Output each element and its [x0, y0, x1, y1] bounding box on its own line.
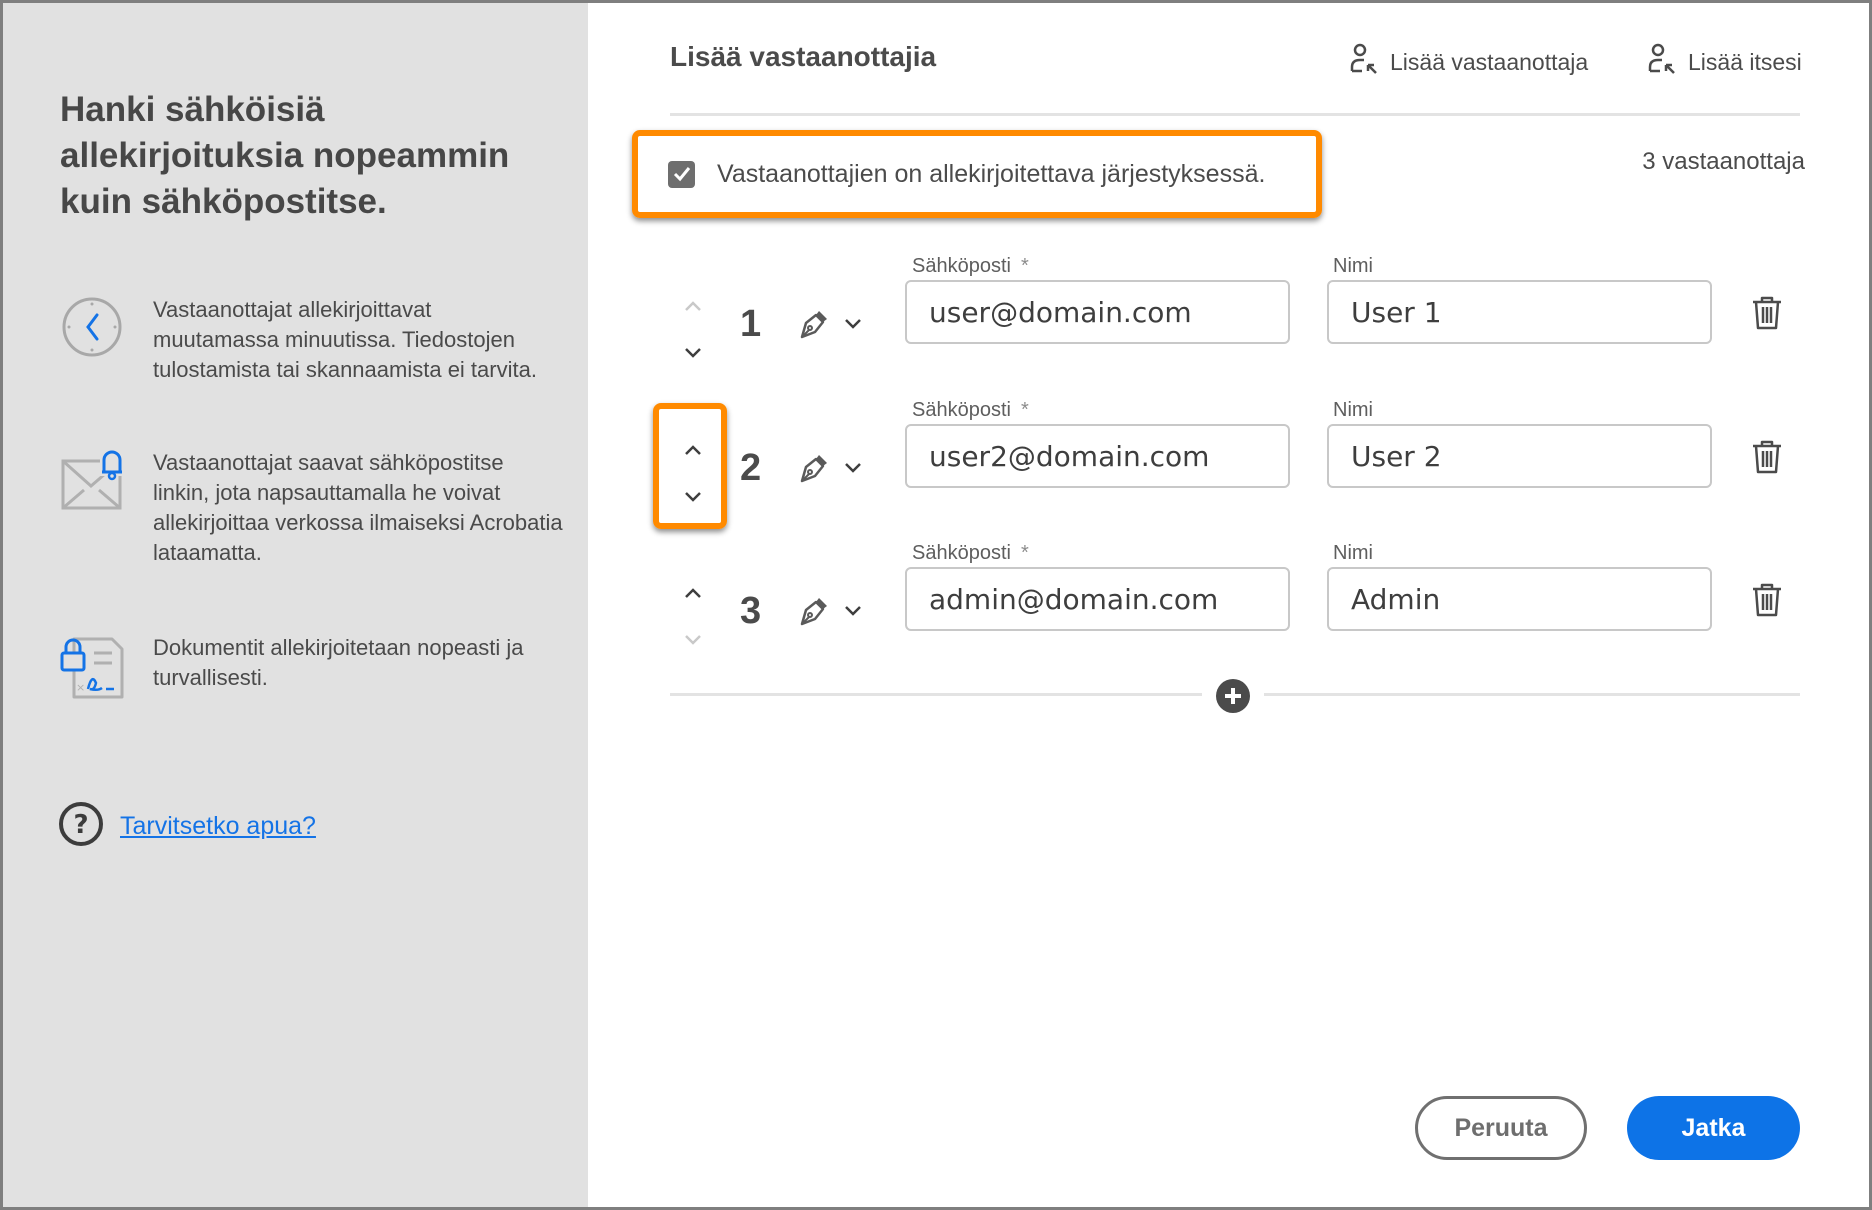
- email-input[interactable]: user2@domain.com: [905, 424, 1290, 488]
- recipient-row: [588, 255, 1869, 395]
- chevron-down-icon: [844, 318, 862, 330]
- add-yourself-button[interactable]: [1646, 43, 1802, 81]
- pen-nib-icon: [796, 307, 830, 341]
- move-up-button[interactable]: [678, 295, 708, 317]
- chevron-up-icon: [684, 301, 702, 312]
- recipient-order-number: 1: [740, 303, 762, 345]
- mail-bell-icon: [60, 448, 124, 512]
- add-recipient-button[interactable]: [1348, 43, 1588, 81]
- name-input[interactable]: Admin: [1327, 567, 1712, 631]
- name-input[interactable]: User 2: [1327, 424, 1712, 488]
- delete-recipient-button[interactable]: [1751, 295, 1783, 336]
- recipient-order-number: 3: [740, 590, 762, 632]
- sign-in-order-checkbox[interactable]: [668, 161, 695, 188]
- email-input[interactable]: user@domain.com: [905, 280, 1290, 344]
- cancel-button[interactable]: Peruuta: [1415, 1096, 1587, 1160]
- pen-nib-icon: [796, 594, 830, 628]
- move-up-button[interactable]: [678, 582, 708, 604]
- move-down-button[interactable]: [678, 341, 708, 363]
- chevron-down-icon: [844, 462, 862, 474]
- secure-document-icon: [60, 633, 124, 697]
- checkmark-icon: [673, 166, 691, 182]
- help-icon: [58, 801, 104, 852]
- name-label: Nimi: [1333, 255, 1373, 277]
- clock-icon: [60, 295, 124, 359]
- sign-in-order-option[interactable]: [632, 130, 1322, 218]
- name-label: Nimi: [1333, 542, 1373, 564]
- trash-icon: [1751, 439, 1783, 475]
- page-title: Lisää vastaanottajia: [670, 41, 937, 72]
- add-person-icon: [1348, 43, 1380, 81]
- recipients-panel: [588, 3, 1869, 1207]
- name-label: Nimi: [1333, 399, 1373, 421]
- reorder-controls: [678, 582, 708, 652]
- trash-icon: [1751, 295, 1783, 331]
- signer-role-dropdown[interactable]: [796, 307, 862, 341]
- feature-text: Vastaanottajat saavat sähköpostitse linkin, jota napsauttamalla he voivat allekirjoittaa verkossa ilmaiseksi Acrobatia lataamatta.: [153, 450, 563, 565]
- reorder-controls: [678, 295, 708, 365]
- move-down-button[interactable]: [678, 628, 708, 650]
- signer-role-dropdown[interactable]: [796, 594, 862, 628]
- add-yourself-label: Lisää itsesi: [1688, 48, 1802, 75]
- name-input[interactable]: User 1: [1327, 280, 1712, 344]
- feature-text: Vastaanottajat allekirjoittavat muutamassa minuutissa. Tiedostojen tulostamista tai skannaamista ei tarvita.: [153, 297, 537, 382]
- delete-recipient-button[interactable]: [1751, 582, 1783, 623]
- plus-icon: [1223, 686, 1243, 706]
- trash-icon: [1751, 582, 1783, 618]
- chevron-down-icon: [684, 634, 702, 645]
- add-recipient-row-button[interactable]: [1216, 679, 1250, 713]
- header-divider: [670, 113, 1800, 116]
- recipient-count: 3 vastaanottaja: [1642, 148, 1805, 175]
- signer-role-dropdown[interactable]: [796, 451, 862, 485]
- email-label: Sähköposti *: [912, 399, 1029, 421]
- help-section: [58, 801, 316, 852]
- delete-recipient-button[interactable]: [1751, 439, 1783, 480]
- continue-button[interactable]: Jatka: [1627, 1096, 1800, 1160]
- info-panel: [3, 3, 588, 1207]
- chevron-down-icon: [844, 605, 862, 617]
- email-label: Sähköposti *: [912, 542, 1029, 564]
- add-divider-left: [670, 693, 1202, 696]
- add-divider-right: [1264, 693, 1800, 696]
- svg-text:×: ×: [76, 681, 86, 694]
- add-person-icon: [1646, 43, 1678, 81]
- recipient-row: [588, 399, 1869, 539]
- email-label: Sähköposti *: [912, 255, 1029, 277]
- svg-text:?: ?: [73, 810, 89, 840]
- help-link[interactable]: Tarvitsetko apua?: [120, 812, 316, 840]
- sign-in-order-label: Vastaanottajien on allekirjoitettava järjestyksessä.: [717, 159, 1266, 188]
- add-recipient-label: Lisää vastaanottaja: [1390, 48, 1589, 75]
- info-heading: Hanki sähköisiä allekirjoituksia nopeammin kuin sähköpostitse.: [60, 90, 510, 221]
- email-input[interactable]: admin@domain.com: [905, 567, 1290, 631]
- feature-text: Dokumentit allekirjoitetaan nopeasti ja turvallisesti.: [153, 635, 524, 690]
- recipient-order-number: 2: [740, 447, 762, 489]
- pen-nib-icon: [796, 451, 830, 485]
- reorder-highlight: [653, 403, 727, 529]
- chevron-down-icon: [684, 347, 702, 358]
- chevron-up-icon: [684, 588, 702, 599]
- recipient-row: [588, 542, 1869, 682]
